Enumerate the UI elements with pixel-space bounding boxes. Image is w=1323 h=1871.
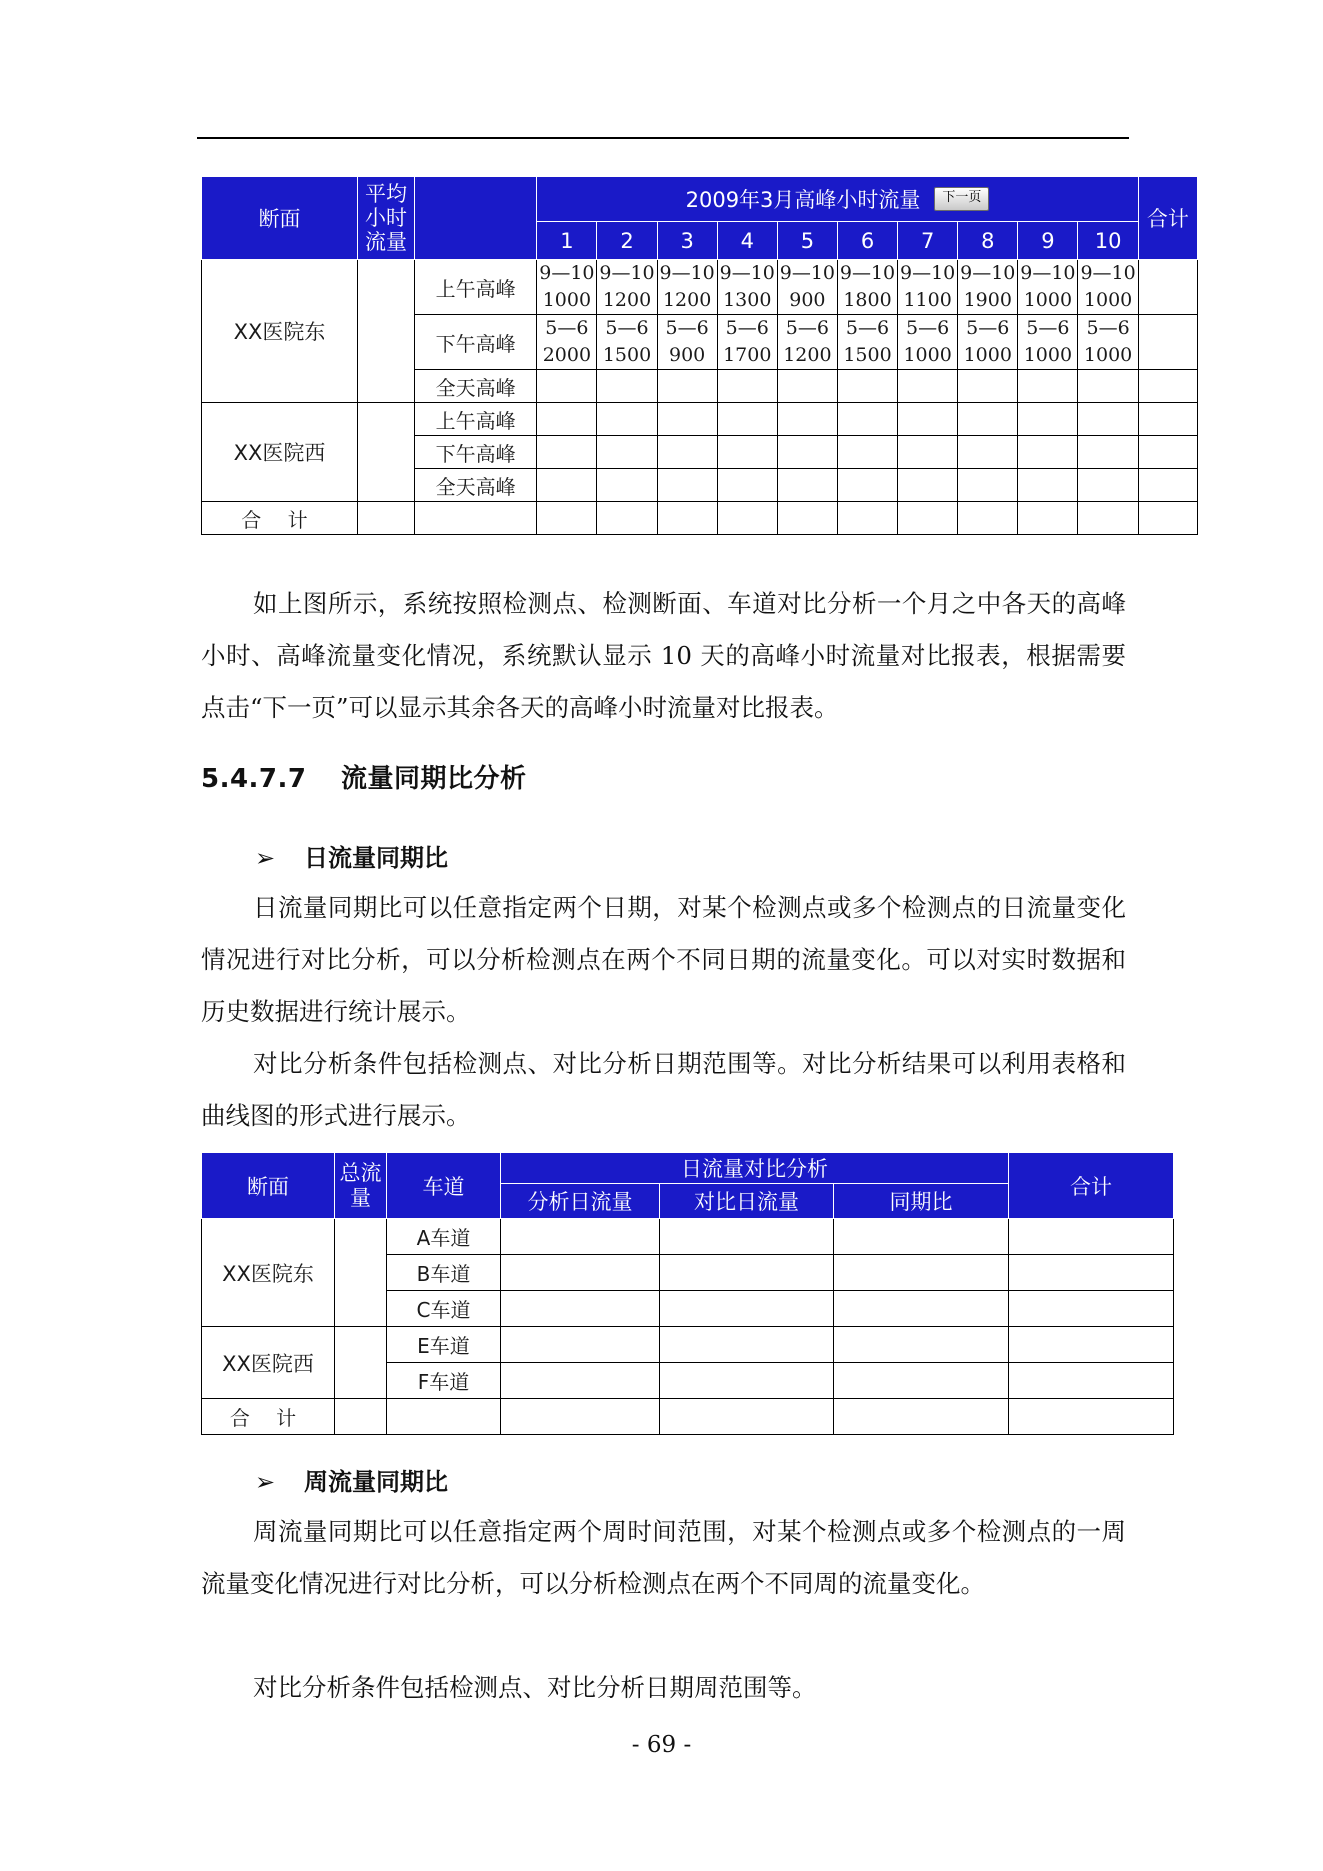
peak-cell bbox=[537, 436, 597, 469]
peak-cell bbox=[657, 370, 717, 403]
total-cell bbox=[1009, 1399, 1174, 1435]
peak-cell: 9—10 1800 bbox=[837, 260, 897, 315]
header-total: 合计 bbox=[1009, 1153, 1174, 1219]
peak-cell: 5—6 1000 bbox=[898, 315, 958, 370]
row-total-cell bbox=[1138, 315, 1197, 370]
header-day: 10 bbox=[1078, 222, 1138, 260]
peak-cell bbox=[657, 436, 717, 469]
peak-cell bbox=[1018, 403, 1078, 436]
peak-cell bbox=[898, 370, 958, 403]
peak-cell: 5—6 1700 bbox=[717, 315, 777, 370]
next-page-button[interactable]: 下一页 bbox=[934, 187, 989, 211]
header-day: 2 bbox=[597, 222, 657, 260]
peak-cell bbox=[898, 436, 958, 469]
header-daily-comparison: 日流量对比分析 bbox=[501, 1153, 1009, 1184]
row-total-cell bbox=[1138, 469, 1197, 502]
peak-cell: 5—6 1000 bbox=[1018, 315, 1078, 370]
header-rule bbox=[197, 137, 1129, 139]
header-section: 断面 bbox=[202, 1153, 335, 1219]
peak-cell: 5—6 1000 bbox=[1078, 315, 1138, 370]
data-cell bbox=[660, 1219, 834, 1255]
bullet-daily-title: 日流量同期比 bbox=[304, 843, 448, 872]
data-cell bbox=[834, 1291, 1009, 1327]
total-cell bbox=[415, 502, 537, 535]
total-flow-cell bbox=[335, 1327, 387, 1399]
header-total-flow: 总流 量 bbox=[335, 1153, 387, 1219]
bullet-daily-comparison bbox=[255, 838, 448, 873]
peak-cell: 5—6 1000 bbox=[958, 315, 1018, 370]
peak-cell bbox=[657, 403, 717, 436]
section-number: 5.4.7.7 bbox=[201, 764, 307, 794]
data-cell bbox=[1009, 1291, 1174, 1327]
peak-cell bbox=[1078, 436, 1138, 469]
header-day: 7 bbox=[898, 222, 958, 260]
peak-cell: 5—6 1500 bbox=[597, 315, 657, 370]
data-cell bbox=[1009, 1219, 1174, 1255]
header-title bbox=[537, 177, 1138, 222]
peak-cell bbox=[717, 403, 777, 436]
table-row bbox=[202, 260, 1198, 315]
peak-cell bbox=[958, 469, 1018, 502]
section-name: XX医院东 bbox=[202, 260, 358, 403]
total-cell bbox=[537, 502, 597, 535]
total-cell bbox=[777, 502, 837, 535]
total-cell bbox=[1018, 502, 1078, 535]
data-cell bbox=[501, 1327, 660, 1363]
avg-flow-cell bbox=[357, 403, 414, 502]
peak-cell bbox=[597, 370, 657, 403]
header-day: 5 bbox=[777, 222, 837, 260]
arrow-bullet-icon: ➢ bbox=[255, 844, 276, 872]
total-cell bbox=[898, 502, 958, 535]
header-avg-hourly-flow: 平均 小时 流量 bbox=[357, 177, 414, 260]
peak-cell: 5—6 2000 bbox=[537, 315, 597, 370]
peak-cell: 9—10 1000 bbox=[537, 260, 597, 315]
period-label: 全天高峰 bbox=[415, 370, 537, 403]
peak-cell bbox=[777, 436, 837, 469]
paragraph-daily-conditions: 对比分析条件包括检测点、对比分析日期范围等。对比分析结果可以利用表格和曲线图的形式进行展示。 bbox=[201, 1049, 1126, 1130]
table-row bbox=[202, 1327, 1174, 1363]
header-day: 3 bbox=[657, 222, 717, 260]
header-day: 4 bbox=[717, 222, 777, 260]
total-cell bbox=[1078, 502, 1138, 535]
peak-cell: 9—10 1200 bbox=[657, 260, 717, 315]
peak-cell: 5—6 1500 bbox=[837, 315, 897, 370]
data-cell bbox=[501, 1363, 660, 1399]
header-day: 9 bbox=[1018, 222, 1078, 260]
header-lane: 车道 bbox=[387, 1153, 501, 1219]
peak-cell bbox=[1078, 469, 1138, 502]
peak-cell bbox=[1018, 370, 1078, 403]
peak-cell bbox=[837, 436, 897, 469]
peak-cell bbox=[777, 403, 837, 436]
data-cell bbox=[660, 1363, 834, 1399]
lane-label: B车道 bbox=[387, 1255, 501, 1291]
peak-cell bbox=[837, 403, 897, 436]
header-day: 8 bbox=[958, 222, 1018, 260]
data-cell bbox=[660, 1255, 834, 1291]
lane-label: A车道 bbox=[387, 1219, 501, 1255]
total-cell bbox=[387, 1399, 501, 1435]
data-cell bbox=[834, 1327, 1009, 1363]
data-cell bbox=[1009, 1327, 1174, 1363]
peak-cell: 9—10 1000 bbox=[1078, 260, 1138, 315]
paragraph-peak-summary: 如上图所示，系统按照检测点、检测断面、车道对比分析一个月之中各天的高峰小时、高峰流量变化情况，系统默认显示 10 天的高峰小时流量对比报表，根据需要点击“下一页”可以显示其余各天的高峰小时流量对比报表。 bbox=[201, 589, 1126, 722]
peak-cell bbox=[958, 436, 1018, 469]
row-total-cell bbox=[1138, 370, 1197, 403]
row-total-cell bbox=[1138, 260, 1197, 315]
data-cell bbox=[834, 1219, 1009, 1255]
paragraph-weekly-description: 周流量同期比可以任意指定两个周时间范围，对某个检测点或多个检测点的一周流量变化情况进行对比分析，可以分析检测点在两个不同周的流量变化。 bbox=[201, 1517, 1126, 1598]
peak-cell: 9—10 1100 bbox=[898, 260, 958, 315]
peak-cell bbox=[717, 436, 777, 469]
peak-cell bbox=[717, 370, 777, 403]
total-cell bbox=[837, 502, 897, 535]
avg-flow-cell bbox=[357, 260, 414, 403]
page-number: - 69 - bbox=[631, 1732, 692, 1758]
peak-cell bbox=[657, 469, 717, 502]
period-label: 全天高峰 bbox=[415, 469, 537, 502]
peak-cell bbox=[777, 469, 837, 502]
data-cell bbox=[834, 1255, 1009, 1291]
data-cell bbox=[501, 1219, 660, 1255]
peak-cell: 9—10 1200 bbox=[597, 260, 657, 315]
data-cell bbox=[501, 1291, 660, 1327]
data-cell bbox=[501, 1255, 660, 1291]
total-cell bbox=[657, 502, 717, 535]
row-total-cell bbox=[1138, 403, 1197, 436]
peak-hour-flow-table bbox=[201, 176, 1198, 535]
peak-cell: 5—6 900 bbox=[657, 315, 717, 370]
peak-cell: 9—10 1900 bbox=[958, 260, 1018, 315]
daily-flow-comparison-table bbox=[201, 1152, 1174, 1435]
peak-cell bbox=[1078, 370, 1138, 403]
total-cell bbox=[501, 1399, 660, 1435]
header-analysis-daily-flow: 分析日流量 bbox=[501, 1184, 660, 1219]
peak-cell: 9—10 1300 bbox=[717, 260, 777, 315]
lane-label: C车道 bbox=[387, 1291, 501, 1327]
period-label: 下午高峰 bbox=[415, 315, 537, 370]
total-cell bbox=[597, 502, 657, 535]
section-title: 流量同期比分析 bbox=[341, 764, 527, 794]
total-label: 合 计 bbox=[202, 1399, 335, 1435]
section-name: XX医院西 bbox=[202, 403, 358, 502]
paragraph-daily-description: 日流量同期比可以任意指定两个日期，对某个检测点或多个检测点的日流量变化情况进行对比分析，可以分析检测点在两个不同日期的流量变化。可以对实时数据和历史数据进行统计展示。 bbox=[201, 893, 1126, 1026]
period-label: 上午高峰 bbox=[415, 403, 537, 436]
peak-cell bbox=[597, 403, 657, 436]
peak-cell bbox=[837, 370, 897, 403]
header-day: 6 bbox=[837, 222, 897, 260]
period-label: 下午高峰 bbox=[415, 436, 537, 469]
total-cell bbox=[335, 1399, 387, 1435]
total-cell bbox=[357, 502, 414, 535]
total-cell bbox=[1138, 502, 1197, 535]
data-cell bbox=[1009, 1255, 1174, 1291]
total-cell bbox=[958, 502, 1018, 535]
data-cell bbox=[834, 1363, 1009, 1399]
peak-cell bbox=[898, 469, 958, 502]
arrow-bullet-icon: ➢ bbox=[255, 1468, 276, 1496]
total-cell bbox=[834, 1399, 1009, 1435]
table-row bbox=[202, 403, 1198, 436]
peak-cell bbox=[958, 370, 1018, 403]
section-name: XX医院西 bbox=[202, 1327, 335, 1399]
paragraph-weekly-conditions: 对比分析条件包括检测点、对比分析日期周范围等。 bbox=[253, 1673, 817, 1702]
peak-cell: 5—6 1200 bbox=[777, 315, 837, 370]
peak-cell bbox=[1078, 403, 1138, 436]
total-cell bbox=[717, 502, 777, 535]
header-title-text: 2009年3月高峰小时流量 bbox=[685, 188, 921, 212]
total-row bbox=[202, 502, 1198, 535]
section-name: XX医院东 bbox=[202, 1219, 335, 1327]
peak-cell bbox=[958, 403, 1018, 436]
peak-cell bbox=[717, 469, 777, 502]
peak-cell bbox=[837, 469, 897, 502]
peak-cell bbox=[898, 403, 958, 436]
table-row bbox=[202, 1219, 1174, 1255]
total-cell bbox=[660, 1399, 834, 1435]
total-label: 合 计 bbox=[202, 502, 358, 535]
peak-cell bbox=[777, 370, 837, 403]
header-total: 合计 bbox=[1138, 177, 1197, 260]
peak-cell bbox=[537, 403, 597, 436]
period-label: 上午高峰 bbox=[415, 260, 537, 315]
section-heading bbox=[201, 758, 527, 795]
row-total-cell bbox=[1138, 436, 1197, 469]
data-cell bbox=[660, 1327, 834, 1363]
header-blank bbox=[415, 177, 537, 260]
bullet-weekly-title: 周流量同期比 bbox=[304, 1467, 448, 1496]
peak-cell bbox=[1018, 436, 1078, 469]
peak-cell bbox=[597, 469, 657, 502]
data-cell bbox=[1009, 1363, 1174, 1399]
header-yoy-ratio: 同期比 bbox=[834, 1184, 1009, 1219]
bullet-weekly-comparison bbox=[255, 1462, 448, 1497]
data-cell bbox=[660, 1291, 834, 1327]
header-day: 1 bbox=[537, 222, 597, 260]
header-section: 断面 bbox=[202, 177, 358, 260]
peak-cell bbox=[1018, 469, 1078, 502]
peak-cell: 9—10 900 bbox=[777, 260, 837, 315]
peak-cell: 9—10 1000 bbox=[1018, 260, 1078, 315]
total-row bbox=[202, 1399, 1174, 1435]
peak-cell bbox=[537, 370, 597, 403]
lane-label: E车道 bbox=[387, 1327, 501, 1363]
total-flow-cell bbox=[335, 1219, 387, 1327]
peak-cell bbox=[537, 469, 597, 502]
header-compare-daily-flow: 对比日流量 bbox=[660, 1184, 834, 1219]
lane-label: F车道 bbox=[387, 1363, 501, 1399]
peak-cell bbox=[597, 436, 657, 469]
